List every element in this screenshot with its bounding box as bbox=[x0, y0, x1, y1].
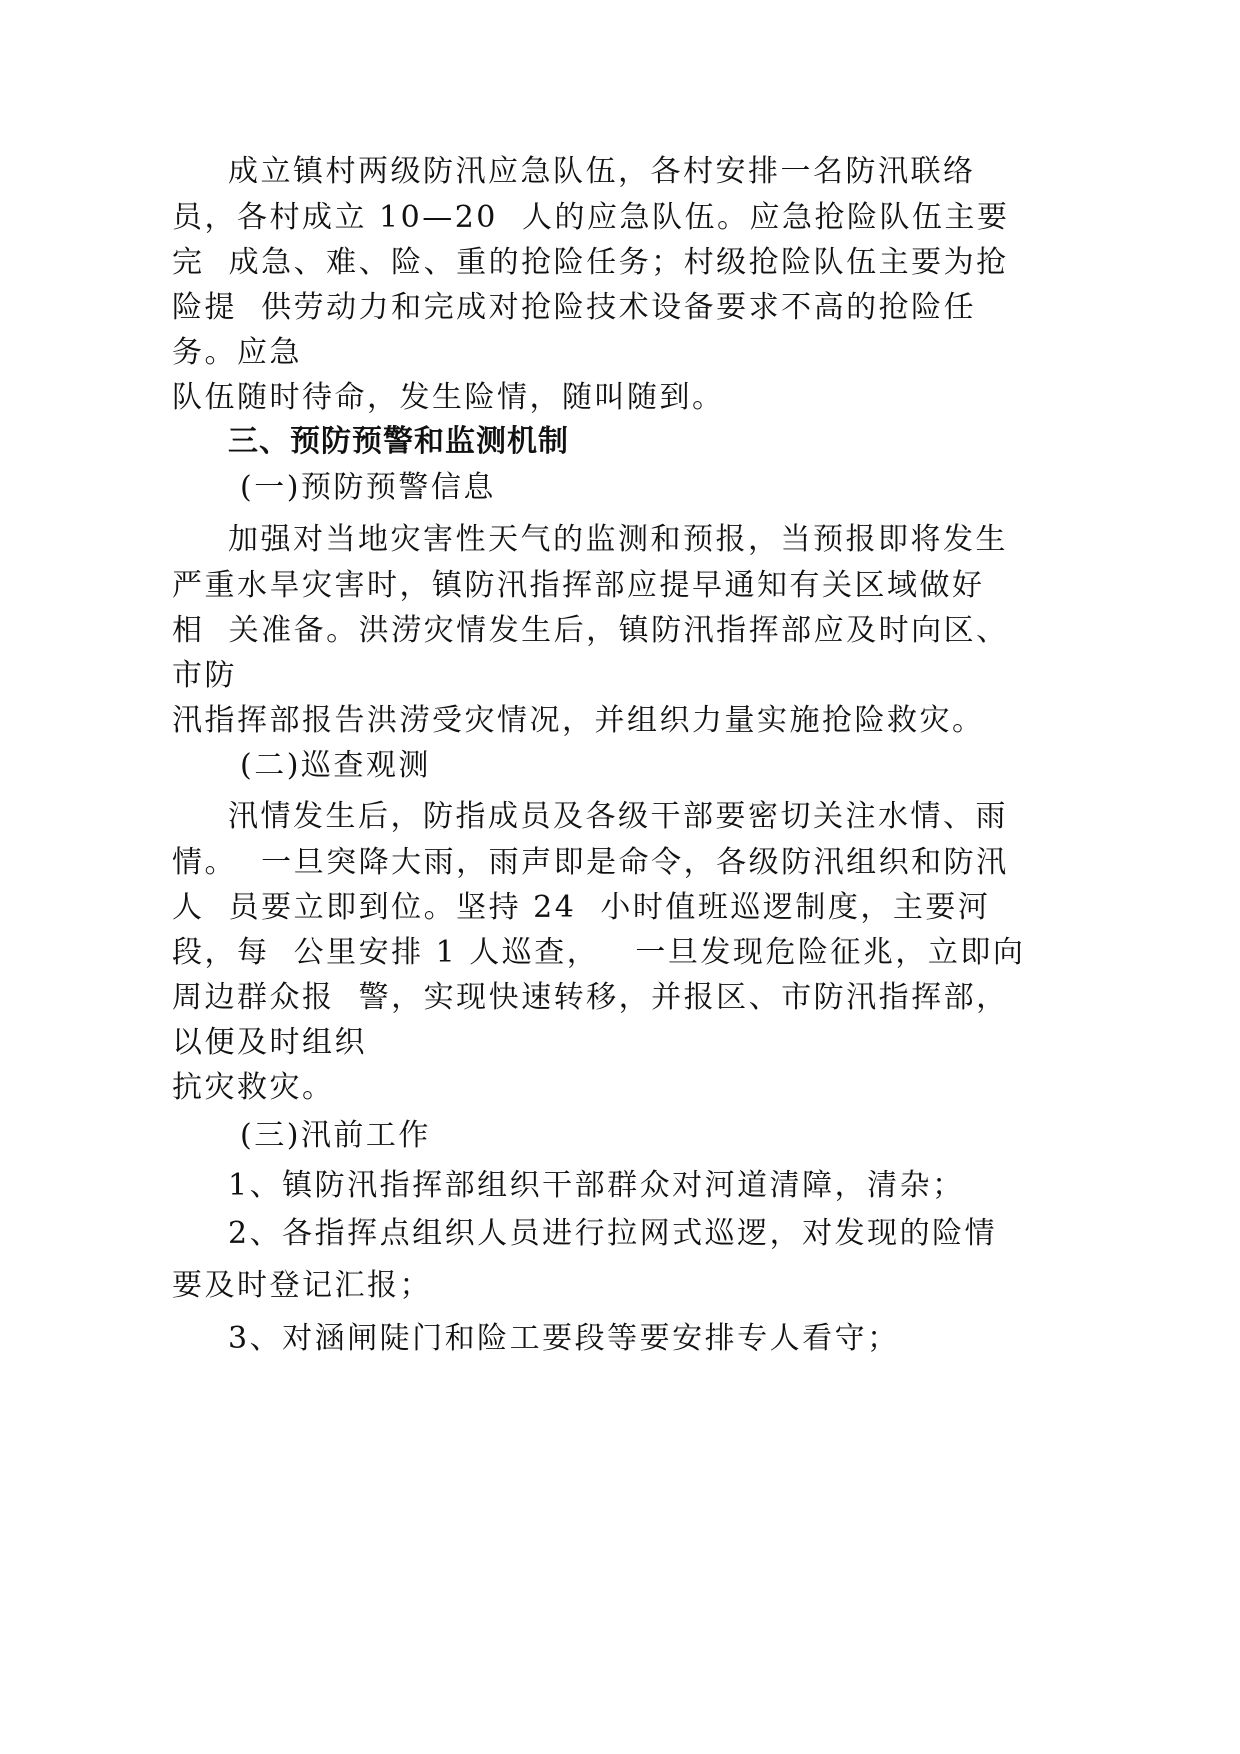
list-item-continuation: 要及时登记汇报； bbox=[172, 1268, 432, 1303]
subsection-heading: (二)巡查观测 bbox=[240, 748, 431, 783]
paragraph-line: 险提 供劳动力和完成对抢险技术设备要求不高的抢险任 bbox=[172, 290, 977, 325]
subsection-heading: (三)汛前工作 bbox=[240, 1118, 431, 1153]
paragraph-line: 队伍随时待命，发生险情，随叫随到。 bbox=[172, 380, 725, 415]
paragraph-line: 市防 bbox=[172, 658, 237, 693]
paragraph-line: 段，每 公里安排 1 人巡查， 一旦发现危险征兆，立即向 bbox=[172, 935, 1026, 970]
paragraph-line: 周边群众报 警，实现快速转移，并报区、市防汛指挥部， bbox=[172, 980, 1009, 1015]
paragraph-line: 成立镇村两级防汛应急队伍，各村安排一名防汛联络 bbox=[228, 154, 976, 189]
paragraph-line: 以便及时组织 bbox=[172, 1025, 367, 1060]
list-item: 1、镇防汛指挥部组织干部群众对河道清障，清杂； bbox=[228, 1168, 965, 1203]
paragraph-line: 加强对当地灾害性天气的监测和预报，当预报即将发生 bbox=[228, 522, 1008, 557]
section-heading: 三、预防预警和监测机制 bbox=[228, 424, 569, 459]
list-item: 3、对涵闸陡门和险工要段等要安排专人看守； bbox=[228, 1321, 900, 1356]
subsection-heading: (一)预防预警信息 bbox=[240, 470, 496, 505]
paragraph-line: 务。应急 bbox=[172, 335, 302, 370]
list-item: 2、各指挥点组织人员进行拉网式巡逻，对发现的险情 bbox=[228, 1216, 998, 1251]
paragraph-line: 人 员要立即到位。坚持 24 小时值班巡逻制度，主要河 bbox=[172, 890, 991, 925]
paragraph-line: 汛情发生后，防指成员及各级干部要密切关注水情、雨 bbox=[228, 799, 1008, 834]
paragraph-line: 汛指挥部报告洪涝受灾情况，并组织力量实施抢险救灾。 bbox=[172, 703, 985, 738]
paragraph-line: 完 成急、难、险、重的抢险任务；村级抢险队伍主要为抢 bbox=[172, 245, 1009, 280]
paragraph-line: 抗灾救灾。 bbox=[172, 1070, 335, 1105]
paragraph-line: 员，各村成立 10—20 人的应急队伍。应急抢险队伍主要 bbox=[172, 200, 1010, 235]
paragraph-line: 严重水旱灾害时，镇防汛指挥部应提早通知有关区域做好 bbox=[172, 568, 985, 603]
paragraph-line: 相 关准备。洪涝灾情发生后，镇防汛指挥部应及时向区、 bbox=[172, 613, 1009, 648]
paragraph-line: 情。 一旦突降大雨，雨声即是命令，各级防汛组织和防汛 bbox=[172, 845, 1009, 880]
